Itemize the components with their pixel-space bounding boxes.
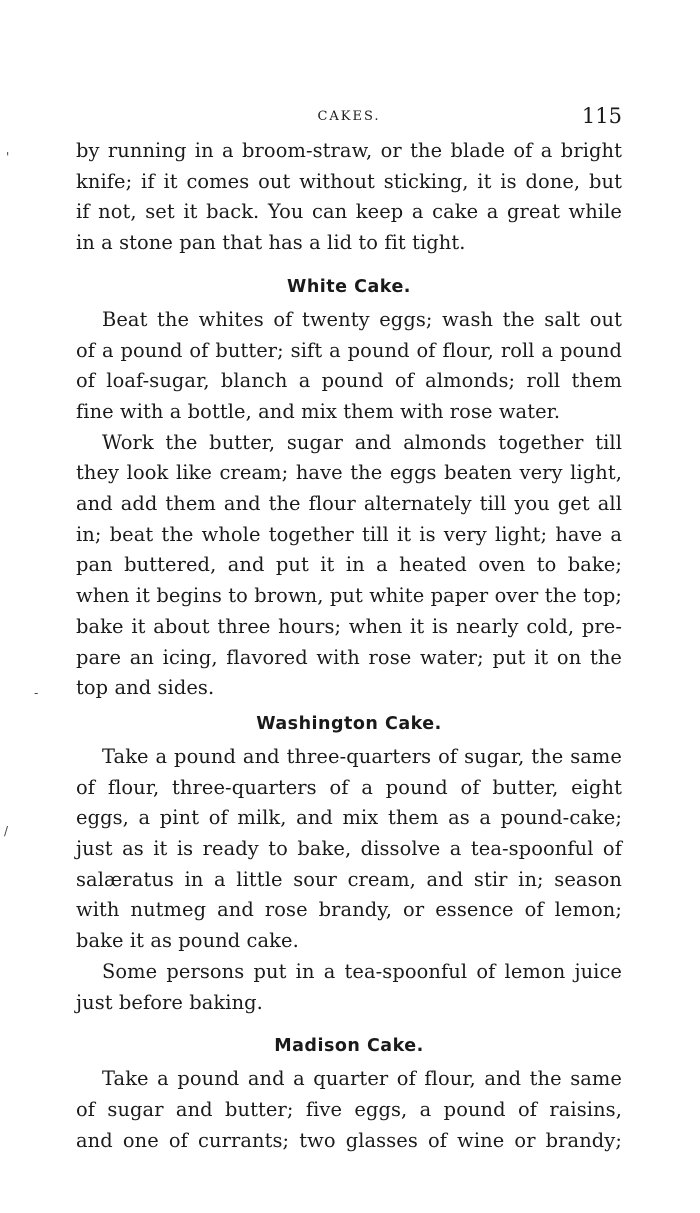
text-line: bake it about three hours; when it is nearly cold, pre-: [76, 614, 622, 638]
text-line: top and sides.: [76, 676, 215, 700]
text-line: of a pound of butter; sift a pound of flour, roll a pound: [76, 338, 622, 362]
text-line: Some persons put in a tea-spoonful of lemon juice: [102, 959, 622, 983]
text-line: of sugar and butter; five eggs, a pound of raisins,: [76, 1097, 622, 1121]
text-line: pare an icing, flavored with rose water; put it on the: [76, 645, 622, 669]
text-line: just as it is ready to bake, dissolve a tea-spoonful of: [76, 837, 622, 861]
page-number: 115: [581, 104, 622, 128]
book-page: [76, 100, 622, 1156]
text-line: in a stone pan that has a lid to fit tight.: [76, 231, 466, 255]
text-line: salæratus in a little sour cream, and stir in; season: [76, 867, 622, 891]
white-cake-paragraph-2: [76, 428, 622, 704]
text-line: pan buttered, and put it in a heated oven to bake;: [76, 553, 622, 577]
text-line: when it begins to brown, put white paper over the top;: [76, 584, 622, 608]
margin-mark: -: [34, 686, 39, 700]
text-line: and one of currants; two glasses of wine or brandy;: [76, 1128, 622, 1152]
white-cake-paragraph-1: [76, 305, 622, 428]
margin-mark: /: [4, 824, 9, 838]
washington-cake-paragraph-1: [76, 742, 622, 957]
washington-cake-paragraph-2: [76, 957, 622, 1018]
text-line: knife; if it comes out without sticking, it is done, but: [76, 169, 622, 193]
intro-paragraph: [76, 136, 622, 259]
text-line: Beat the whites of twenty eggs; wash the salt out: [102, 307, 622, 331]
text-line: and add them and the flour alternately till you get all: [76, 492, 622, 516]
text-line: by running in a broom-straw, or the blade of a bright: [76, 139, 622, 162]
text-line: with nutmeg and rose brandy, or essence of lemon;: [76, 898, 622, 922]
text-line: of loaf-sugar, blanch a pound of almonds; roll them: [76, 369, 622, 393]
running-head: [76, 100, 622, 136]
running-title: CAKES.: [317, 109, 381, 124]
section-heading-washington-cake: Washington Cake.: [256, 713, 442, 734]
text-line: Take a pound and a quarter of flour, and the same: [102, 1067, 622, 1091]
text-line: Take a pound and three-quarters of sugar, the same: [102, 744, 622, 768]
text-line: just before baking.: [76, 990, 263, 1014]
section-heading-white-cake: White Cake.: [287, 276, 411, 297]
text-line: if not, set it back. You can keep a cake a great while: [76, 200, 622, 224]
text-line: in; beat the whole together till it is very light; have a: [76, 522, 622, 546]
text-line: of flour, three-quarters of a pound of butter, eight: [76, 775, 622, 799]
text-line: Work the butter, sugar and almonds together till: [102, 430, 622, 454]
text-line: bake it as pound cake.: [76, 929, 299, 953]
text-line: fine with a bottle, and mix them with rose water.: [76, 399, 561, 423]
madison-cake-paragraph-1: [76, 1064, 622, 1156]
section-heading-madison-cake: Madison Cake.: [274, 1036, 424, 1057]
margin-mark: ': [6, 150, 10, 164]
text-line: they look like cream; have the eggs beaten very light,: [76, 461, 622, 485]
text-line: eggs, a pint of milk, and mix them as a pound-cake;: [76, 806, 622, 830]
